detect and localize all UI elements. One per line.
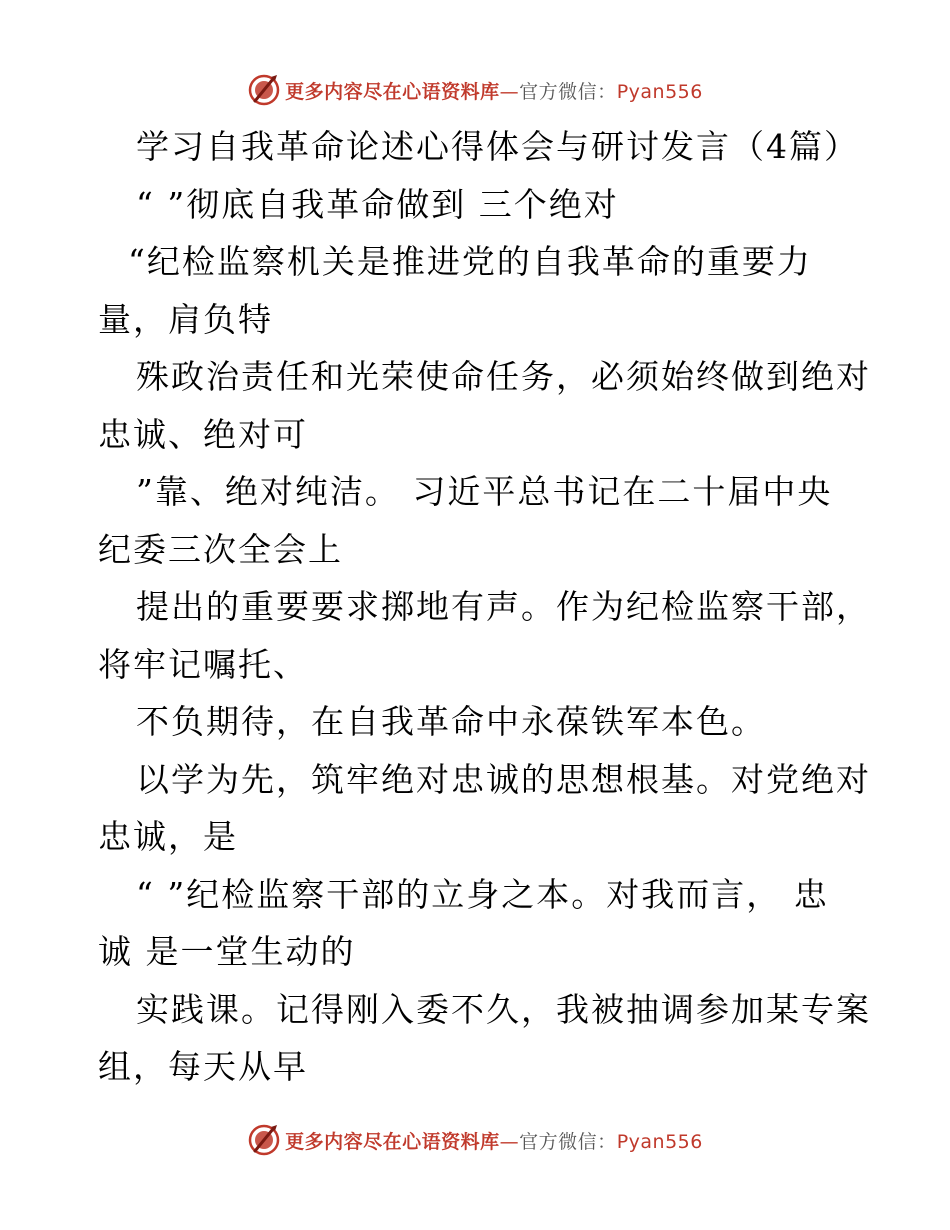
- banner-text: [285, 77, 703, 104]
- section-heading: “ ”彻底自我革命做到 三个绝对: [136, 184, 619, 224]
- wechat-label: 官方微信：: [519, 1130, 617, 1153]
- header-banner: [0, 70, 950, 110]
- banner-dash: —: [499, 1130, 520, 1153]
- text-line: 忠诚，是: [98, 817, 238, 856]
- text-line: 忠诚、绝对可: [98, 414, 308, 454]
- text-line: “纪检监察机关是推进党的自我革命的重要力: [128, 242, 812, 281]
- site-name: 更多内容尽在心语资料库: [285, 1130, 500, 1153]
- text-line: 殊政治责任和光荣使命任务，必须始终做到绝对: [136, 357, 871, 396]
- text-line: 诚 是一堂生动的: [98, 932, 356, 971]
- text-line: 纪委三次全会上: [98, 529, 343, 569]
- banner-content: [247, 73, 703, 107]
- banner-content: [247, 1123, 703, 1157]
- document-title: 学习自我革命论述心得体会与研讨发言（4篇）: [136, 127, 859, 166]
- text-line: 实践课。记得刚入委不久，我被抽调参加某专案: [136, 989, 871, 1029]
- site-name: 更多内容尽在心语资料库: [285, 80, 500, 103]
- banner-dash: —: [499, 80, 520, 103]
- text-line: 不负期待，在自我革命中永葆铁军本色。: [136, 702, 766, 741]
- text-line: 将牢记嘱托、: [98, 644, 308, 684]
- pen-seal-icon: [247, 1123, 281, 1157]
- pen-seal-icon: [247, 73, 281, 107]
- text-line: 以学为先，筑牢绝对忠诚的思想根基。对党绝对: [136, 759, 871, 799]
- wechat-label: 官方微信：: [519, 80, 617, 103]
- text-line: 提出的重要要求掷地有声。作为纪检监察干部，: [136, 587, 871, 626]
- document-body: [98, 118, 871, 1096]
- text-line: 组，每天从早: [98, 1047, 308, 1086]
- text-line: “ ”纪检监察干部的立身之本。对我而言， 忠: [136, 874, 829, 914]
- text-line: 量，肩负特: [98, 299, 273, 339]
- banner-text: [285, 1127, 703, 1154]
- footer-banner: [0, 1120, 950, 1160]
- wechat-account: Pyan556: [616, 80, 703, 103]
- text-line: ”靠、绝对纯洁。 习近平总书记在二十届中央: [136, 472, 833, 511]
- wechat-account: Pyan556: [616, 1130, 703, 1153]
